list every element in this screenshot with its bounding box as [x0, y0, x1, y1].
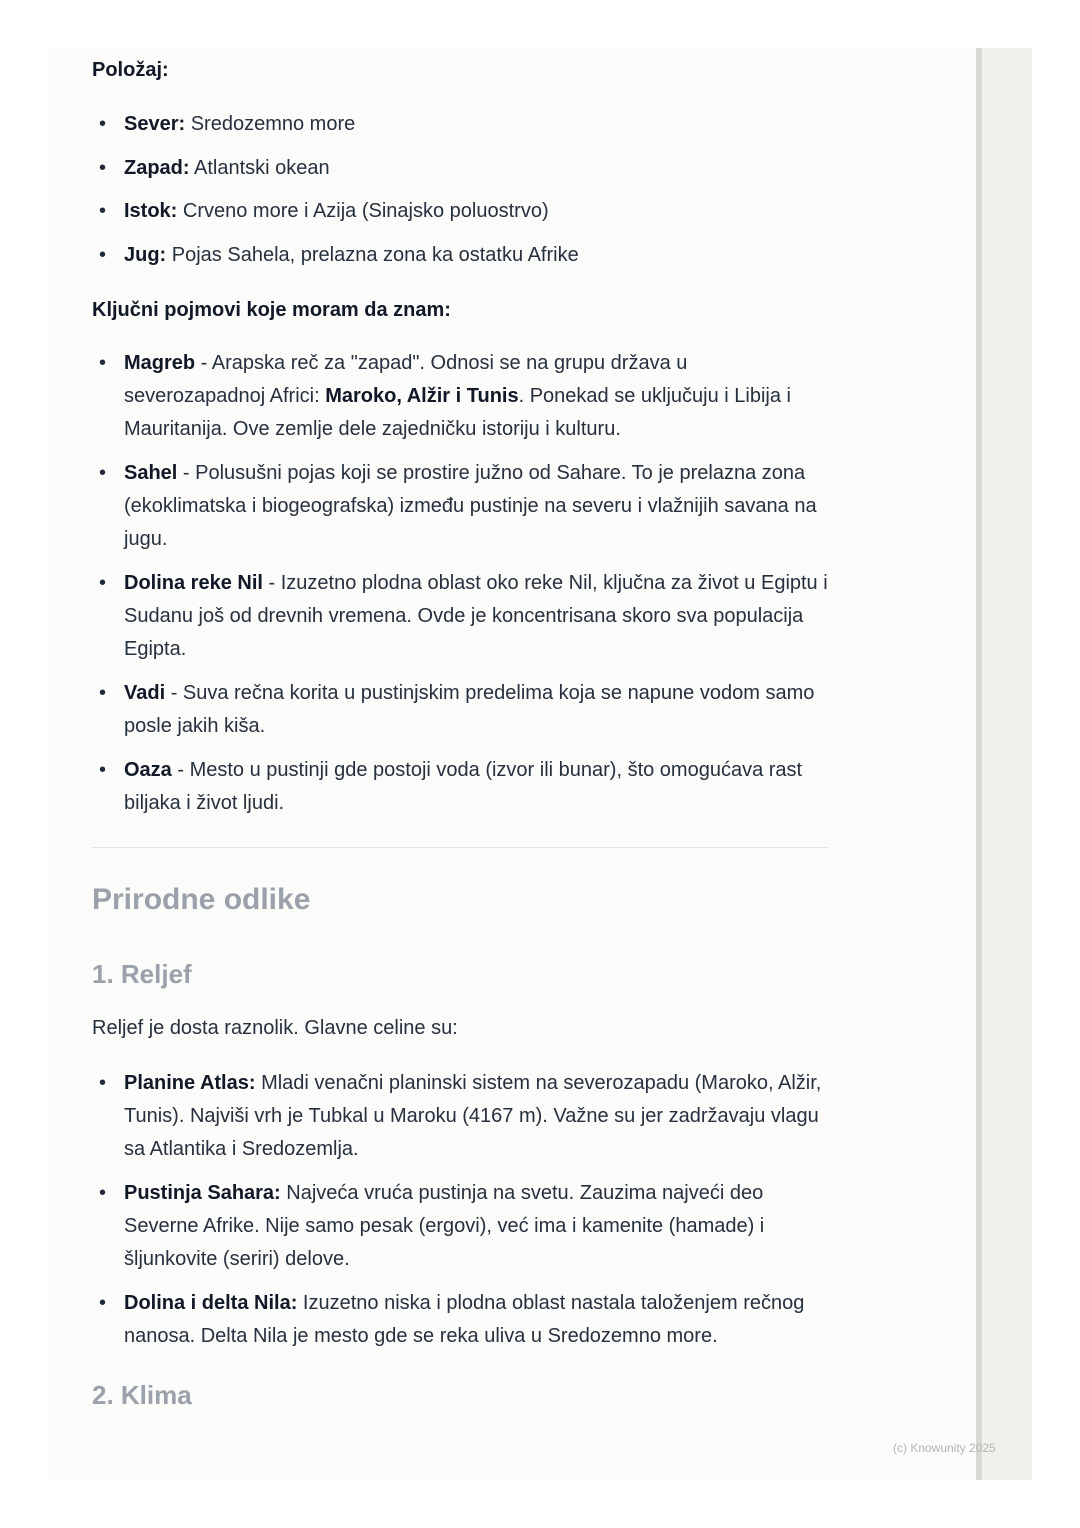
list-item: • Oaza - Mesto u pustinji gde postoji voda (izvor ili bunar), što omogućava rast biljaka i život ljudi.	[92, 754, 832, 820]
subsection-title-reljef: 1. Reljef	[92, 958, 192, 989]
list-item: • Sahel - Polusušni pojas koji se prostire južno od Sahare. To je prelazna zona (ekoklimatska i biogeografska) između pustinje na severu i vlažnijih savana na jugu.	[92, 457, 832, 556]
copyright-footer: (c) Knowunity 2025	[893, 1441, 996, 1455]
pojmovi-list	[92, 347, 832, 820]
subsection-title-klima: 2. Klima	[92, 1379, 192, 1410]
list-item: • Magreb - Arapska reč za "zapad". Odnosi se na grupu država u severozapadnoj Africi: Maroko, Alžir i Tunis. Ponekad se uključuju i Libija i Mauritanija. Ove zemlje dele zajedničku istoriju i kulturu.	[92, 347, 832, 446]
reljef-list	[92, 1067, 832, 1353]
document-content	[92, 52, 832, 1411]
list-item: • Dolina i delta Nila: Izuzetno niska i plodna oblast nastala taloženjem rečnog nanosa. Delta Nila je mesto gde se reka uliva u Sredozemno more.	[92, 1287, 832, 1353]
list-item: • Pustinja Sahara: Najveća vruća pustinja na svetu. Zauzima najveći deo Severne Afrike. Nije samo pesak (ergovi), već ima i kamenite (hamade) i šljunkovite (seriri) delove.	[92, 1177, 832, 1276]
scrollbar-thumb[interactable]	[976, 48, 982, 1480]
scrollbar-track[interactable]	[976, 48, 1032, 1480]
pojmovi-heading: Ključni pojmovi koje moram da znam:	[92, 298, 451, 321]
list-item: • Istok: Crveno more i Azija (Sinajsko poluostrvo)	[92, 195, 832, 228]
list-item: • Dolina reke Nil - Izuzetno plodna oblast oko reke Nil, ključna za život u Egiptu i Sudanu još od drevnih vremena. Ovde je koncentrisana skoro sva populacija Egipta.	[92, 567, 832, 666]
list-item: • Jug: Pojas Sahela, prelazna zona ka ostatku Afrike	[92, 239, 832, 272]
section-divider	[92, 847, 828, 848]
list-item: • Planine Atlas: Mladi venačni planinski sistem na severozapadu (Maroko, Alžir, Tunis). Najviši vrh je Tubkal u Maroku (4167 m). Važne su jer zadržavaju vlagu sa Atlantika i Sredozemlja.	[92, 1067, 832, 1166]
section-title: Prirodne odlike	[92, 882, 311, 916]
polozaj-list	[92, 108, 832, 272]
list-item: • Sever: Sredozemno more	[92, 108, 832, 141]
list-item: • Vadi - Suva rečna korita u pustinjskim predelima koja se napune vodom samo posle jakih kiša.	[92, 677, 832, 743]
polozaj-heading: Položaj:	[92, 59, 169, 81]
reljef-intro: Reljef je dosta raznolik. Glavne celine su:	[92, 1016, 458, 1039]
list-item: • Zapad: Atlantski okean	[92, 152, 832, 185]
